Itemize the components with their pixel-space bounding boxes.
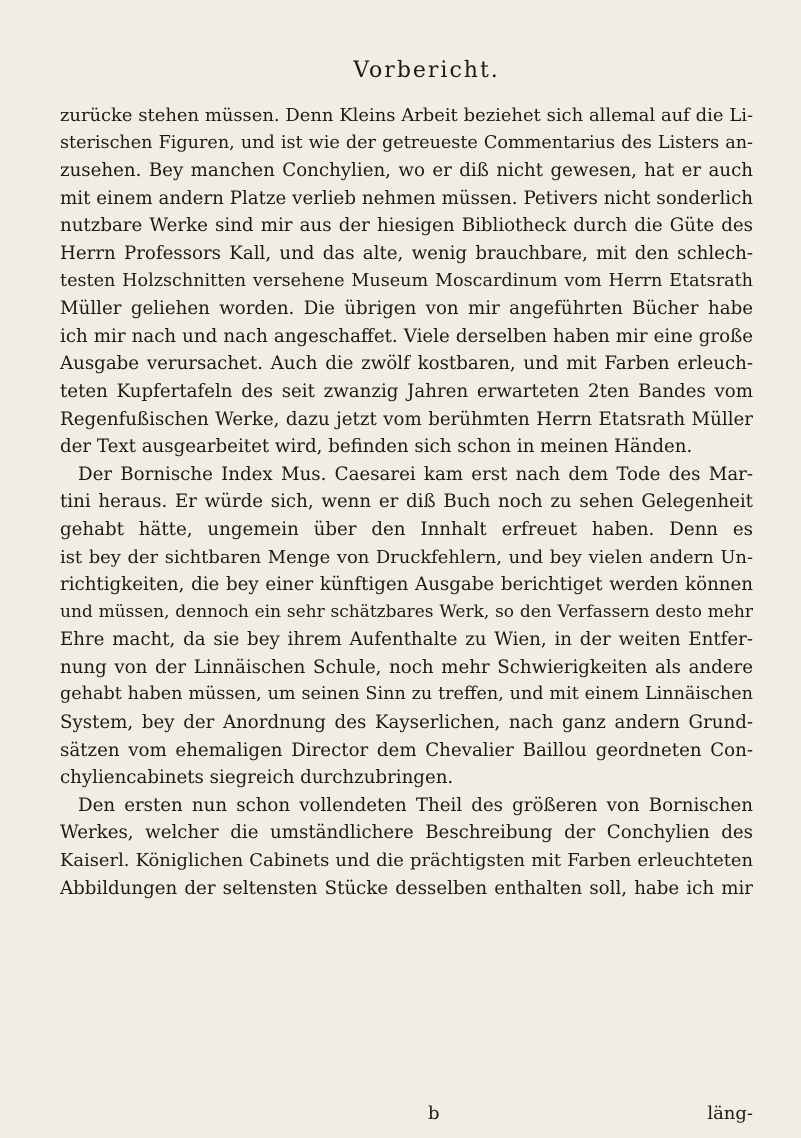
text-line: zusehen. Bey manchen Conchylien, wo er diß nicht gewesen, hat er auch [60,160,753,182]
text-line: Kaiserl. Königlichen Cabinets und die prächtigsten mit Farben erleuchteten [60,850,753,872]
text-line: Müller geliehen worden. Die übrigen von mir angeführten Bücher habe [60,298,753,320]
text-line: und müssen, dennoch ein sehr schätzbares Werk, so den Verfassern desto mehr [60,601,753,622]
text-line: ich mir nach und nach angeschaffet. Viele derselben haben mir eine große [60,325,753,347]
text-line: Abbildungen der seltensten Stücke desselben enthalten soll, habe ich mir [60,877,753,899]
text-line: der Text ausgearbeitet wird, befinden sich schon in meinen Händen. [60,436,693,458]
body-text [60,102,753,902]
text-line: Ausgabe verursachet. Auch die zwölf kostbaren, und mit Farben erleuch- [60,353,753,375]
text-line: System, bey der Anordnung des Kayserlichen, nach ganz andern Grund- [60,712,753,734]
text-line: tini heraus. Er würde sich, wenn er diß Buch noch zu sehen Gelegenheit [60,491,753,513]
text-line: ist bey der sichtbaren Menge von Druckfehlern, und bey vielen andern Un- [60,546,753,568]
text-line: zurücke stehen müssen. Denn Kleins Arbeit beziehet sich allemal auf die Li- [60,105,753,126]
catchword: läng- [707,1103,753,1124]
text-line: Herrn Professors Kall, und das alte, wenig brauchbare, mit den schlech- [60,242,753,264]
text-line: sätzen vom ehemaligen Director dem Chevalier Baillou geordneten Con- [60,739,753,761]
running-head: Vorbericht. [353,58,500,83]
text-line: sterischen Figuren, und ist wie der getreueste Commentarius des Listers an- [60,132,753,153]
text-line: nung von der Linnäischen Schule, noch mehr Schwierigkeiten als andere [60,656,753,678]
text-line: gehabt hätte, ungemein über den Innhalt erfreuet haben. Denn es [60,518,753,540]
text-line: testen Holzschnitten versehene Museum Moscardinum vom Herrn Etatsrath [60,270,753,291]
text-line: richtigkeiten, die bey einer künftigen Ausgabe berichtiget werden können [60,574,753,596]
text-line: Der Bornische Index Mus. Caesarei kam erst nach dem Tode des Mar- [78,463,753,485]
text-line: Den ersten nun schon vollendeten Theil des größeren von Bornischen [78,794,753,816]
text-line: nutzbare Werke sind mir aus der hiesigen Bibliotheck durch die Güte des [60,215,753,237]
text-line: mit einem andern Platze verlieb nehmen müssen. Petivers nicht sonderlich [60,187,753,209]
page-footer [60,1103,753,1129]
text-line: gehabt haben müssen, um seinen Sinn zu treffen, und mit einem Linnäischen [60,684,753,705]
signature-mark: b [428,1103,440,1124]
text-line: chyliencabinets siegreich durchzubringen. [60,767,454,789]
text-line: Regenfußischen Werke, dazu jetzt vom berühmten Herrn Etatsrath Müller [60,408,753,430]
text-line: Ehre macht, da sie bey ihrem Aufenthalte zu Wien, in der weiten Entfer- [60,629,753,651]
text-line: Werkes, welcher die umständlichere Beschreibung der Conchylien des [60,822,753,844]
text-line: teten Kupfertafeln des seit zwanzig Jahren erwarteten 2ten Bandes vom [60,380,753,402]
